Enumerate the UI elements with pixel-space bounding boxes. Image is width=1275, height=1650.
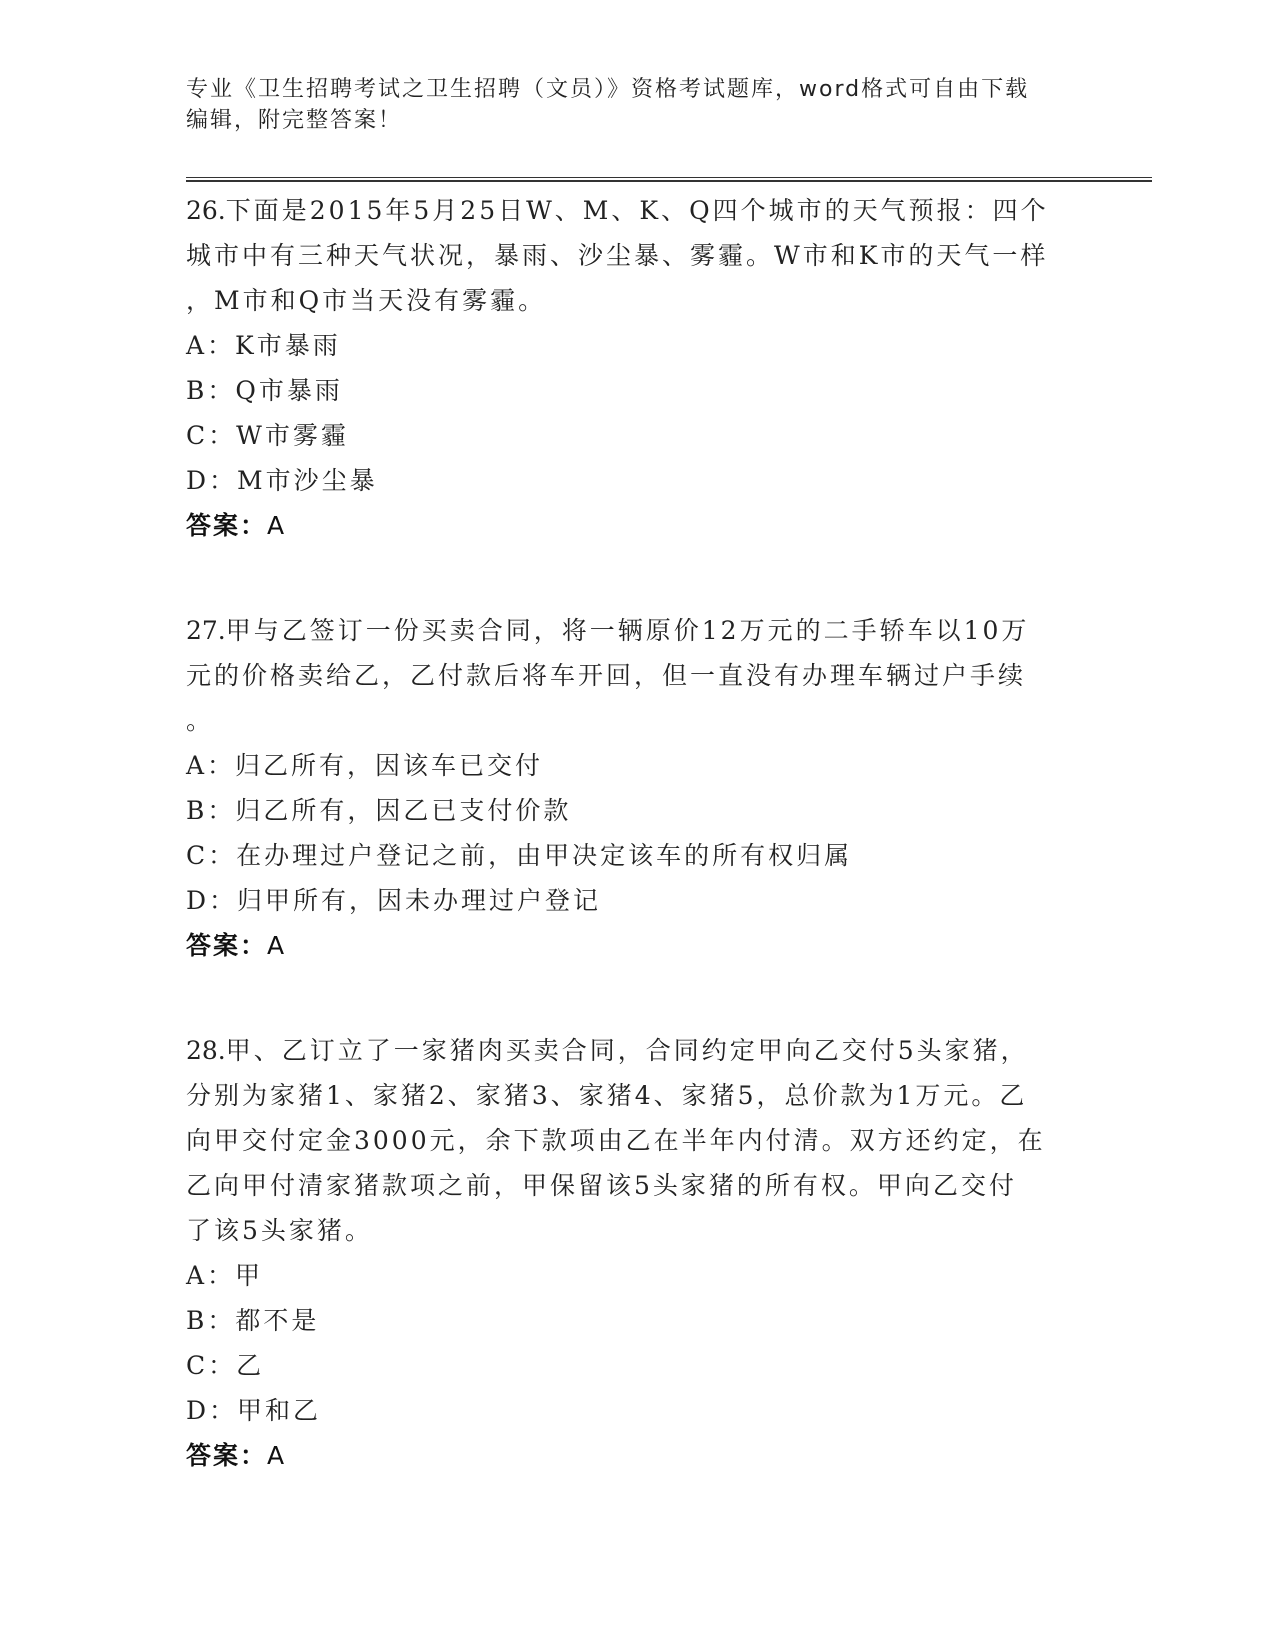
- question-number: 28.: [186, 1036, 226, 1065]
- header-divider: [186, 177, 1152, 182]
- question-stem-text: 下面是2015年5月25日W、M、K、Q四个城市的天气预报：四个: [225, 196, 1049, 225]
- question-stem-line: 。: [186, 706, 215, 735]
- question-spacer: [186, 968, 1086, 1028]
- question-27: [186, 608, 1086, 968]
- option-d: D：甲和乙: [186, 1396, 322, 1425]
- option-c: C：乙: [186, 1351, 265, 1380]
- option-b: B：归乙所有，因乙已支付价款: [186, 796, 572, 825]
- option-list: [186, 1253, 1086, 1433]
- header-line-1: 专业《卫生招聘考试之卫生招聘（文员）》资格考试题库，word格式可自由下载: [186, 77, 1030, 102]
- answer-value: A: [267, 931, 287, 960]
- question-26: [186, 188, 1086, 548]
- question-stem-line: [186, 608, 1086, 653]
- option-list: [186, 323, 1086, 503]
- question-spacer: [186, 548, 1086, 608]
- question-stem-line: ，M市和Q市当天没有雾霾。: [186, 286, 547, 315]
- option-d: D：M市沙尘暴: [186, 466, 378, 495]
- document-header: [186, 74, 1086, 136]
- question-number: 27.: [186, 616, 226, 645]
- answer-label: 答案：: [186, 511, 268, 540]
- question-stem-line: [186, 188, 1086, 233]
- question-stem-line: 了该5头家猪。: [186, 1216, 373, 1245]
- question-stem-line: 元的价格卖给乙，乙付款后将车开回，但一直没有办理车辆过户手续: [186, 661, 1027, 690]
- question-stem-line: 分别为家猪1、家猪2、家猪3、家猪4、家猪5，总价款为1万元。乙: [186, 1081, 1028, 1110]
- answer-label: 答案：: [186, 1441, 268, 1470]
- option-b: B：Q市暴雨: [186, 376, 343, 405]
- question-list: [186, 188, 1086, 1478]
- question-stem: [186, 608, 1086, 743]
- question-stem-line: [186, 1028, 1086, 1073]
- option-d: D：归甲所有，因未办理过户登记: [186, 886, 602, 915]
- answer-line: [186, 503, 1086, 548]
- question-28: [186, 1028, 1086, 1478]
- option-list: [186, 743, 1086, 923]
- header-line-2: 编辑，附完整答案！: [186, 108, 403, 133]
- answer-label: 答案：: [186, 931, 268, 960]
- question-number: 26.: [186, 196, 226, 225]
- question-stem: [186, 1028, 1086, 1253]
- option-b: B：都不是: [186, 1306, 320, 1335]
- question-stem: [186, 188, 1086, 323]
- option-a: A：甲: [186, 1261, 264, 1290]
- answer-value: A: [267, 1441, 287, 1470]
- option-c: C：在办理过户登记之前，由甲决定该车的所有权归属: [186, 841, 853, 870]
- question-stem-text: 甲、乙订立了一家猪肉买卖合同，合同约定甲向乙交付5头家猪，: [225, 1036, 1029, 1065]
- question-stem-line: 向甲交付定金3000元，余下款项由乙在半年内付清。双方还约定，在: [186, 1126, 1046, 1155]
- answer-line: [186, 923, 1086, 968]
- question-stem-line: 城市中有三种天气状况，暴雨、沙尘暴、雾霾。W市和K市的天气一样: [186, 241, 1049, 270]
- answer-line: [186, 1433, 1086, 1478]
- question-stem-text: 甲与乙签订一份买卖合同，将一辆原价12万元的二手轿车以10万: [225, 616, 1030, 645]
- answer-value: A: [267, 511, 287, 540]
- option-c: C：W市雾霾: [186, 421, 349, 450]
- option-a: A：归乙所有，因该车已交付: [186, 751, 544, 780]
- question-stem-line: 乙向甲付清家猪款项之前，甲保留该5头家猪的所有权。甲向乙交付: [186, 1171, 1017, 1200]
- option-a: A：K市暴雨: [186, 331, 341, 360]
